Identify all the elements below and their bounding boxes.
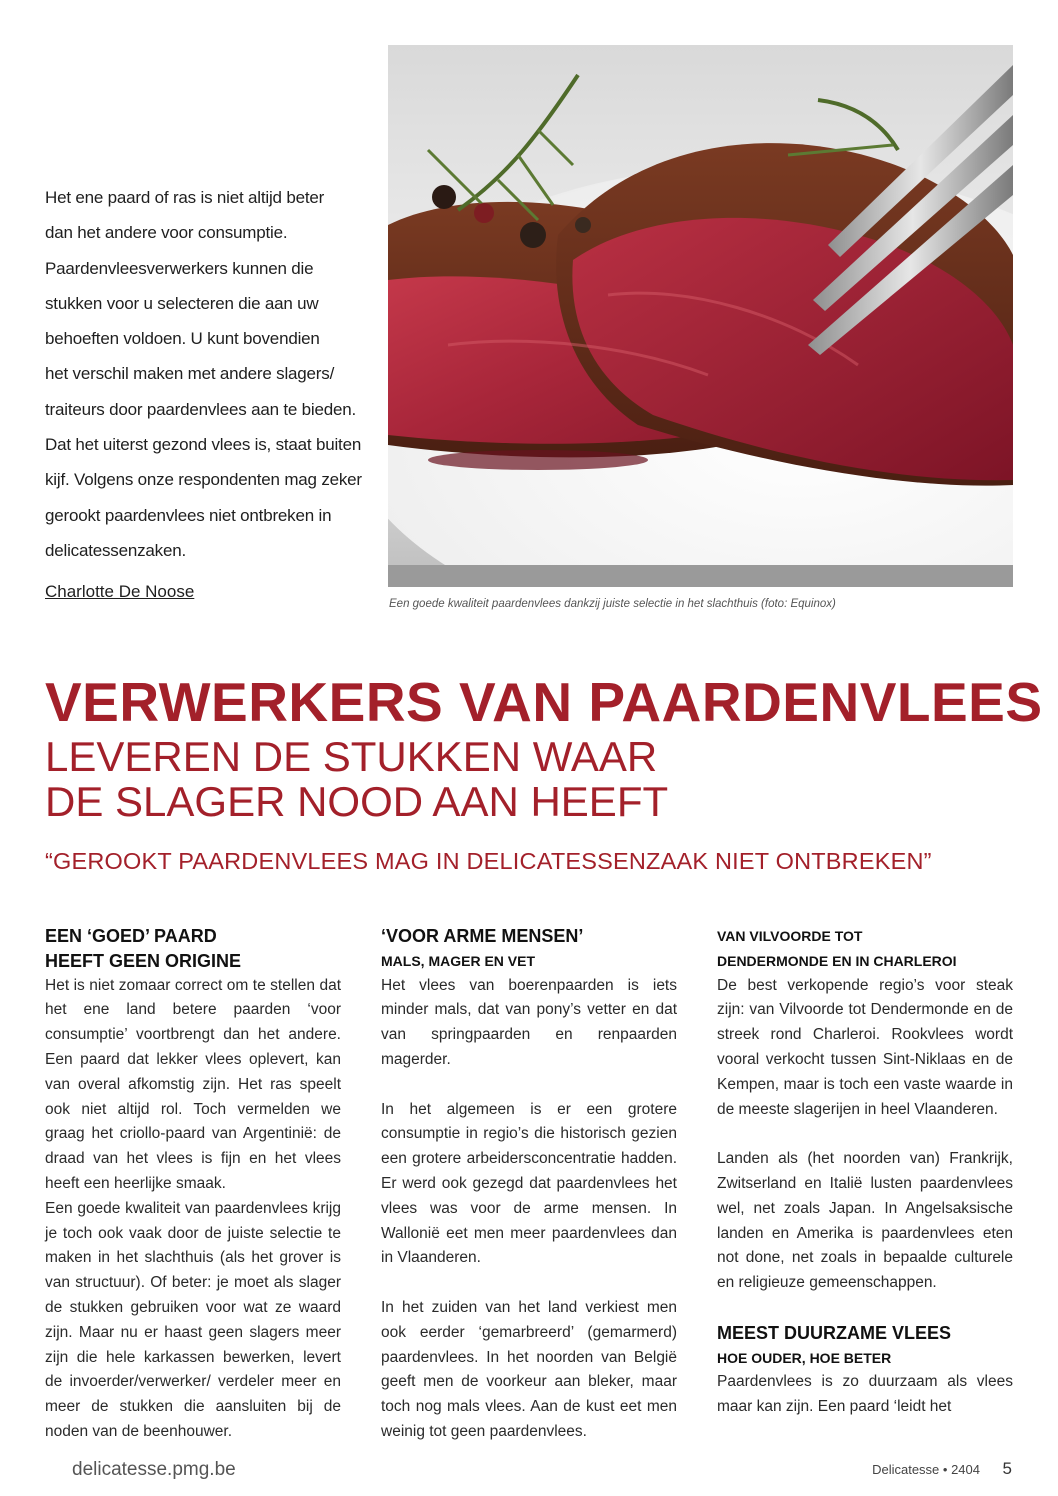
paragraph: Landen als (het noorden van) Frankrijk, Zwitserland en Italië lusten paardenvlees wel, net zoals Japan. In Angelsaksische landen en Amerika is paardenvlees eten not done, net zoals in bepaalde culturele en religieuze gemeenschappen. <box>717 1150 1013 1292</box>
intro-line: behoeften voldoen. U kunt bovendien <box>45 329 320 349</box>
headline-subtitle-line2: DE SLAGER NOOD AAN HEEFT <box>45 778 669 825</box>
section-heading: VAN VILVOORDE TOT <box>717 928 863 944</box>
intro-line: Het ene paard of ras is niet altijd beter <box>45 188 325 207</box>
intro-line: stukken voor u selecteren die aan uw <box>45 293 319 313</box>
article-column-3 <box>717 924 1013 1420</box>
paragraph: Een goede kwaliteit van paardenvlees krijg je toch ook vaak door de juiste selectie te maken in het slachthuis (als het grover is van structuur). Of beter: je moet als slager de stukken gebruiken voor wat ze waard zijn. Maar nu er haast geen slagers meer zijn die hele karkassen bewerken, levert de invoerder/verwerker/ verdeler meer en meer de stukken die aansluiten bij de noden van de beenhouwer. <box>45 1199 341 1440</box>
intro-line: Dat het uiterst gezond vlees is, staat buiten <box>45 435 362 455</box>
article-column-1 <box>45 924 341 1445</box>
footer-magazine-issue: Delicatesse • 2404 <box>872 1462 980 1477</box>
page-number: 5 <box>1002 1459 1012 1478</box>
paragraph: In het algemeen is er een grotere consumptie in regio’s die historisch gezien een grotere arbeidersconcentratie hadden. Er werd ook gezegd dat paardenvlees het vlees was voor de arme mensen. In Wallonië eet men meer paardenvlees dan in Vlaanderen. <box>381 1100 677 1267</box>
intro-line: traiteurs door paardenvlees aan te bieden. <box>45 399 357 419</box>
section-heading: EEN ‘GOED’ PAARD <box>45 926 217 946</box>
paragraph: De best verkopende regio’s voor steak zijn: van Vilvoorde tot Dendermonde en de streek rond Charleroi. Rookvlees wordt vooral verkocht tussen Sint-Niklaas en de Kempen, maar is toch een vaste waarde in de meeste slagerijen in heel Vlaanderen. <box>717 976 1013 1118</box>
headline-title: VERWERKERS VAN PAARDENVLEES <box>45 671 1043 733</box>
intro-line: delicatessenzaken. <box>45 540 186 560</box>
photo-caption: Een goede kwaliteit paardenvlees dankzij juiste selectie in het slachthuis (foto: Equinox) <box>389 598 836 610</box>
intro-line: kijf. Volgens onze respondenten mag zeker <box>45 470 362 490</box>
intro-line: Paardenvleesverwerkers kunnen die <box>45 258 314 278</box>
section-heading: ‘VOOR ARME MENSEN’ <box>381 926 584 946</box>
headline-quote: “GEROOKT PAARDENVLEES MAG IN DELICATESSENZAAK NIET ONTBREKEN” <box>45 848 932 874</box>
section-heading: DENDERMONDE EN IN CHARLEROI <box>717 952 957 969</box>
footer-website[interactable]: delicatesse.pmg.be <box>72 1459 236 1480</box>
intro-line: het verschil maken met andere slagers/ <box>45 364 335 384</box>
author-name[interactable]: Charlotte De Noose <box>45 582 195 601</box>
paragraph: Het is niet zomaar correct om te stellen dat het ene land betere paarden ‘voor consumptie’ voortbrengt dan het andere. Een paard dat lekker vlees oplevert, kan van overal afkomstig zijn. Het ras speelt ook niet altijd rol. Toch vermelden we graag het criollo-paard van Argentinië: de draad van het vlees is fijn en het vlees heeft een heerlijke smaak. <box>45 976 341 1192</box>
section-subheading: HOE OUDER, HOE BETER <box>717 1349 892 1366</box>
paragraph: In het zuiden van het land verkiest men ook eerder ‘gemarbreerd’ (gemarmerd) paardenvlees. In het noorden van België geeft men de voorkeur aan bleker, maar toch nog mals vlees. Aan de kust eet men weinig tot geen paardenvlees. <box>381 1298 677 1440</box>
section-subheading: MALS, MAGER EN VET <box>381 952 536 969</box>
section-heading: HEEFT GEEN ORIGINE <box>45 950 242 971</box>
paragraph: Het vlees van boerenpaarden is iets minder mals, dat van pony’s vetter en dat van springpaarden en renpaarden magerder. <box>381 976 677 1068</box>
intro-text <box>45 180 375 568</box>
intro-line: dan het andere voor consumptie. <box>45 223 288 243</box>
headline-subtitle-line1: LEVEREN DE STUKKEN WAAR <box>45 733 658 780</box>
paragraph: Paardenvlees is zo duurzaam als vlees maar kan zijn. Een paard ‘leidt het <box>717 1373 1013 1416</box>
article-column-2 <box>381 924 677 1445</box>
section-heading: MEEST DUURZAME VLEES <box>717 1322 952 1343</box>
intro-line: gerookt paardenvlees niet ontbreken in <box>45 505 332 525</box>
steak-photo <box>388 45 1013 587</box>
